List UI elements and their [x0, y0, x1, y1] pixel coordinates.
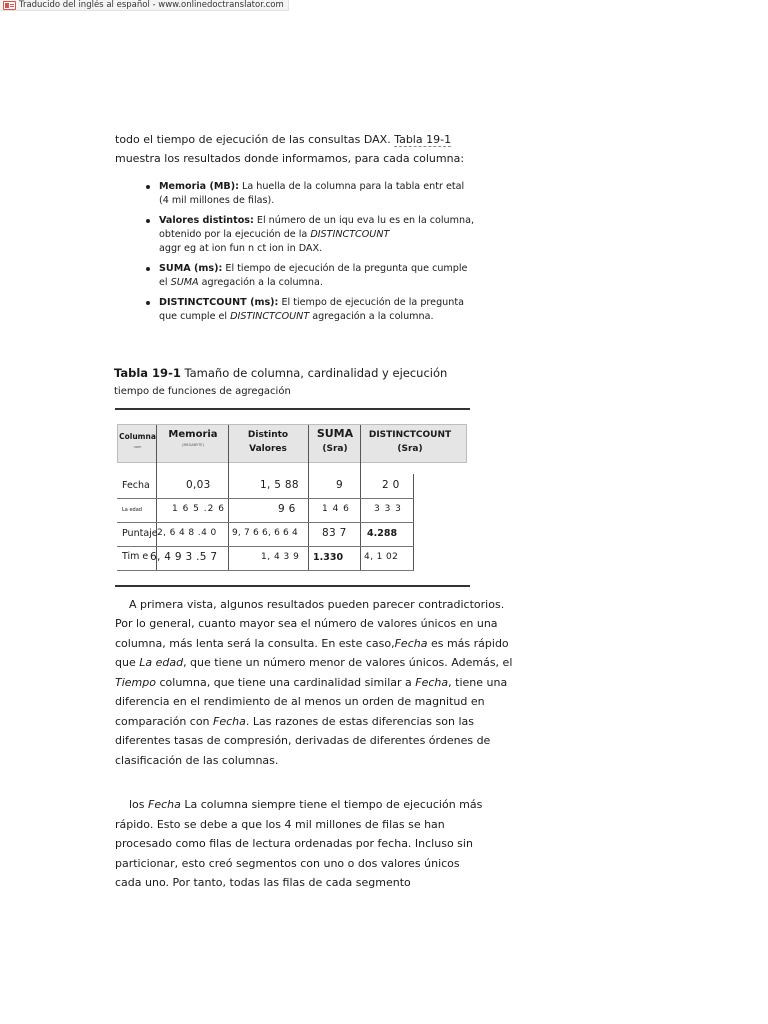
header-memory: Memoria (MEGABYTE)	[168, 429, 218, 447]
column-definition-list	[145, 180, 475, 330]
header-distinctcount: DISTINCTCOUNT (Sra)	[368, 430, 452, 454]
intro-line-1: todo el tiempo de ejecución de las consultas DAX. Tabla 19-1	[115, 133, 452, 146]
table-cell-distinct: 1, 4 3 9	[261, 552, 300, 562]
table-cell-sum: 1 4 6	[322, 504, 350, 514]
header-distinct-values: Distinto Valores	[247, 430, 289, 454]
table-row-divider	[117, 498, 414, 499]
table-cell-distinctcount: 3 3 3	[374, 504, 402, 514]
list-item: DISTINCTCOUNT (ms): El tiempo de ejecución de la pregunta que cumple el DISTINCTCOUNT agregación a la columna.	[145, 296, 475, 324]
table-caption: Tabla 19-1 Tamaño de columna, cardinalidad y ejecución	[114, 366, 448, 380]
table-cell-sum: 83 7	[322, 527, 347, 539]
table-reference-link[interactable]: Tabla 19-1	[394, 133, 452, 146]
translator-banner[interactable]	[0, 0, 289, 11]
table-cell-sum: 1.330	[313, 552, 344, 563]
table-cell-memory: 1 6 5 .2 6	[172, 504, 225, 514]
list-item: SUMA (ms): El tiempo de ejecución de la pregunta que cumple el SUMA agregación a la columna.	[145, 262, 475, 290]
table-row-divider	[117, 546, 414, 547]
table-caption-line-2: tiempo de funciones de agregación	[114, 386, 291, 397]
table-cell-memory: 6, 4 9 3 .5 7	[150, 551, 218, 563]
table-cell-distinct: 1, 5 88	[260, 479, 299, 491]
translator-banner-text[interactable]: Traducido del inglés al español - www.onlinedoctranslator.com	[19, 0, 284, 10]
table-top-rule	[115, 408, 470, 410]
table-cell-name: Tim e	[122, 551, 149, 562]
table-cell-distinctcount: 4, 1 02	[364, 552, 399, 562]
translator-logo-icon	[3, 1, 16, 10]
table-cell-sum: 9	[336, 479, 343, 491]
table-cell-name: Fecha	[122, 480, 150, 491]
table-row-divider	[117, 522, 414, 523]
table-cell-name: Puntaje	[122, 528, 158, 539]
table-row-divider	[117, 570, 414, 571]
table-cell-name: La edad	[122, 507, 142, 513]
table-cell-distinctcount: 2 0	[382, 479, 400, 491]
table-cell-distinct: 9 6	[278, 503, 296, 515]
intro-line-2: muestra los resultados donde informamos, para cada columna:	[115, 152, 465, 165]
list-item: Memoria (MB): La huella de la columna para la tabla entr etal (4 mil millones de filas).	[145, 180, 475, 208]
header-sum: SUMA (Sra)	[316, 427, 354, 454]
table-cell-memory: 0,03	[186, 479, 211, 491]
list-item: Valores distintos: El número de un iqu eva lu es en la columna, obtenido por la ejecución de la DISTINCTCOUNT aggr eg at ion fun n ct ion in DAX.	[145, 214, 475, 256]
table-cell-memory: 2, 6 4 8 .4 0	[157, 528, 217, 538]
table-cell-distinct: 9, 7 6 6, 6 6 4	[232, 528, 298, 538]
header-column: Columna nom	[119, 432, 156, 449]
table-bottom-rule	[115, 585, 470, 587]
table-cell-distinctcount: 4.288	[367, 528, 398, 539]
